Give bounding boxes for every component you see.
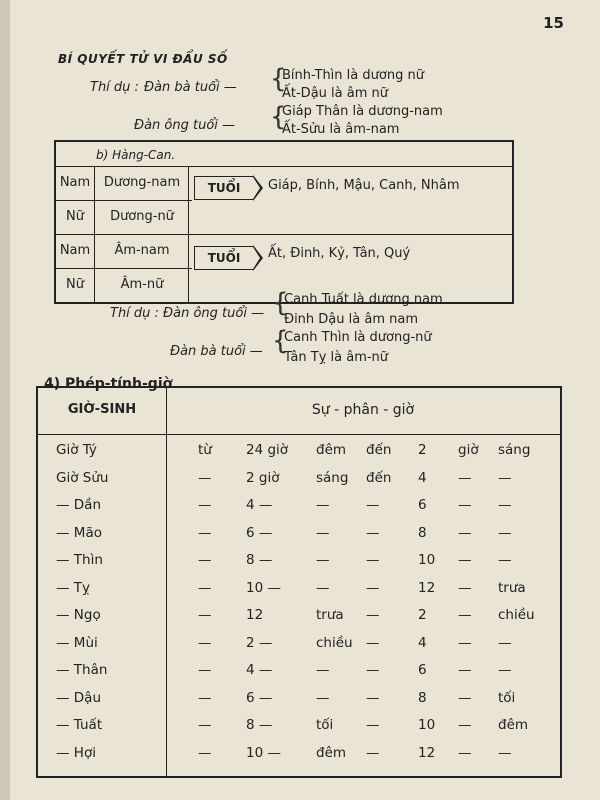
example-2-men-line: Đinh Dậu là âm nam <box>284 312 418 327</box>
tuoi-arrow-label: TUỔI <box>194 176 253 200</box>
time-cell: — <box>458 552 472 568</box>
time-cell: — <box>458 689 472 706</box>
time-cell: — <box>366 552 380 568</box>
time-cell: 4 <box>418 469 427 486</box>
time-cell: 24 giờ <box>246 442 289 458</box>
time-cell: 8 <box>418 689 427 706</box>
table-row <box>38 745 560 774</box>
hour-name-cell: — Hợi <box>56 744 96 761</box>
time-cell: — <box>458 524 472 541</box>
brace-icon: { <box>272 326 289 356</box>
table-row <box>38 552 560 581</box>
time-cell: — <box>316 497 330 513</box>
time-cell: 12 <box>418 744 436 761</box>
sex-cell: Nữ <box>56 200 95 234</box>
book-page <box>10 0 600 800</box>
table-row <box>38 607 560 636</box>
time-cell: — <box>498 524 512 541</box>
time-cell: — <box>316 662 330 678</box>
table-row <box>38 470 560 499</box>
time-cell: — <box>366 634 380 651</box>
time-cell: — <box>366 524 380 541</box>
time-cell: — <box>498 497 512 513</box>
time-cell: 6 <box>418 662 427 678</box>
tuoi-arrow-label: TUỔI <box>194 246 253 270</box>
time-cell: 8 <box>418 524 427 541</box>
example-2-men-line: Canh Tuất là dương nam <box>284 292 443 307</box>
gio-table <box>36 386 562 778</box>
hour-name-cell: — Mão <box>56 524 102 541</box>
time-cell: 8 — <box>246 552 273 568</box>
time-cell: — <box>316 524 330 541</box>
time-cell: — <box>366 497 380 513</box>
gio-table-header <box>38 388 560 435</box>
example-1-men-line: Ất-Sửu là âm-nam <box>282 122 400 137</box>
sex-cell: Nam <box>56 166 95 200</box>
brace-icon: { <box>272 288 289 318</box>
time-cell: chiều <box>498 607 535 623</box>
time-cell: đến <box>366 442 392 458</box>
hang-can-row <box>56 200 512 234</box>
time-cell: đến <box>366 469 392 486</box>
time-cell: — <box>316 689 330 706</box>
example-1-men-label: Đàn ông tuổi — <box>134 118 236 133</box>
time-cell: — <box>498 662 512 678</box>
time-cell: 6 <box>418 497 427 513</box>
time-cell: — <box>366 607 380 623</box>
time-cell: 4 <box>418 634 427 651</box>
time-cell: — <box>198 497 212 513</box>
example-1-women-label: Đàn bà tuổi — <box>144 80 237 95</box>
table-row <box>38 717 560 746</box>
time-cell: 10 — <box>246 579 281 596</box>
time-cell: — <box>198 689 212 706</box>
time-cell: đêm <box>498 717 529 733</box>
time-cell: trưa <box>498 579 526 596</box>
type-cell: Dương-nam <box>96 166 189 200</box>
time-cell: chiều <box>316 634 353 651</box>
time-cell: — <box>498 552 512 568</box>
time-cell: — <box>198 579 212 596</box>
type-cell: Âm-nữ <box>96 268 189 302</box>
hour-name-cell: Giờ Sửu <box>56 469 109 486</box>
example-1-women-line: Bính-Thìn là dương nữ <box>282 68 424 83</box>
time-cell: — <box>458 469 472 486</box>
hang-can-table <box>54 140 514 304</box>
time-cell: — <box>366 717 380 733</box>
col-header-gio-sinh: GIỜ-SINH <box>67 402 137 417</box>
hour-name-cell: — Mùi <box>56 634 98 651</box>
example-2-women-line: Canh Thìn là dương-nữ <box>284 330 432 345</box>
time-cell: — <box>458 497 472 513</box>
hour-name-cell: — Tuất <box>56 717 103 733</box>
brace-icon: { <box>270 64 287 94</box>
hour-name-cell: — Ngọ <box>56 607 101 623</box>
time-cell: — <box>198 607 212 623</box>
time-cell: — <box>316 579 330 596</box>
page-number: 15 <box>543 14 564 32</box>
time-cell: 12 <box>418 579 436 596</box>
hour-name-cell: — Dậu <box>56 689 102 706</box>
hour-name-cell: Giờ Tý <box>56 442 97 458</box>
time-cell: — <box>198 744 212 761</box>
time-cell: 2 <box>418 442 427 458</box>
time-cell: — <box>366 689 380 706</box>
time-cell: đêm <box>316 744 347 761</box>
am-can-list: Ất, Đinh, Kỷ, Tân, Quý <box>268 246 411 261</box>
table-row <box>38 662 560 691</box>
table-row <box>38 690 560 719</box>
time-cell: tối <box>316 717 334 733</box>
time-cell: — <box>198 524 212 541</box>
hour-name-cell: — Dần <box>56 497 102 513</box>
time-cell: — <box>458 634 472 651</box>
time-cell: — <box>366 579 380 596</box>
time-cell: — <box>316 552 330 568</box>
section-4-title: 4) Phép-tính-giờ <box>44 376 173 392</box>
time-cell: — <box>498 469 512 486</box>
time-cell: 4 — <box>246 662 273 678</box>
time-cell: 6 — <box>246 689 273 706</box>
hour-name-cell: — Thìn <box>56 552 103 568</box>
time-cell: — <box>198 662 212 678</box>
time-cell: 10 <box>418 552 436 568</box>
table-row <box>38 580 560 609</box>
time-cell: giờ <box>458 442 479 458</box>
type-cell: Dương-nữ <box>96 200 189 234</box>
time-cell: đêm <box>316 442 347 458</box>
hour-name-cell: — Tỵ <box>56 579 91 596</box>
time-cell: — <box>458 744 472 761</box>
time-cell: sáng <box>498 442 531 458</box>
time-cell: 4 — <box>246 497 273 513</box>
table-row <box>38 635 560 664</box>
brace-icon: { <box>270 102 287 132</box>
time-cell: — <box>458 662 472 678</box>
time-cell: 6 — <box>246 524 273 541</box>
time-cell: — <box>498 634 512 651</box>
time-cell: — <box>458 607 472 623</box>
example-1-women-line: Ất-Dậu là âm nữ <box>282 86 388 101</box>
sex-cell: Nữ <box>56 268 95 302</box>
table-row <box>38 442 560 471</box>
time-cell: 10 <box>418 717 436 733</box>
example-1-label: Thí dụ : <box>90 80 139 95</box>
example-1-men-line: Giáp Thân là dương-nam <box>282 104 443 119</box>
time-cell: từ <box>198 442 212 458</box>
hour-name-cell: — Thân <box>56 662 108 678</box>
time-cell: — <box>366 744 380 761</box>
table-row <box>38 525 560 554</box>
time-cell: sáng <box>316 469 349 486</box>
time-cell: tối <box>498 689 516 706</box>
table-row <box>38 497 560 526</box>
time-cell: 2 <box>418 607 427 623</box>
example-2-women-line: Tân Tỵ là âm-nữ <box>284 350 389 365</box>
time-cell: — <box>498 744 512 761</box>
time-cell: — <box>198 552 212 568</box>
time-cell: 2 giờ <box>246 469 280 486</box>
type-cell: Âm-nam <box>96 234 189 268</box>
time-cell: — <box>458 579 472 596</box>
time-cell: — <box>458 717 472 733</box>
time-cell: 2 — <box>246 634 273 651</box>
time-cell: — <box>366 662 380 678</box>
time-cell: 12 <box>246 607 264 623</box>
running-header: BÍ QUYẾT TỬ VI ĐẨU SỐ <box>58 52 228 66</box>
duong-can-list: Giáp, Bính, Mậu, Canh, Nhâm <box>268 178 460 193</box>
time-cell: — <box>198 469 212 486</box>
sex-cell: Nam <box>56 234 95 268</box>
hang-can-title: b) Hàng-Can. <box>96 148 176 162</box>
example-2-label: Thí dụ : Đàn ông tuổi — <box>110 306 265 321</box>
time-cell: 8 — <box>246 717 273 733</box>
time-cell: trưa <box>316 607 344 623</box>
col-header-su-phan-gio: Sự - phân - giờ <box>311 402 415 418</box>
time-cell: — <box>198 717 212 733</box>
time-cell: 10 — <box>246 744 281 761</box>
example-2-women-label: Đàn bà tuổi — <box>170 344 263 359</box>
time-cell: — <box>198 634 212 651</box>
title-divider <box>56 166 512 167</box>
